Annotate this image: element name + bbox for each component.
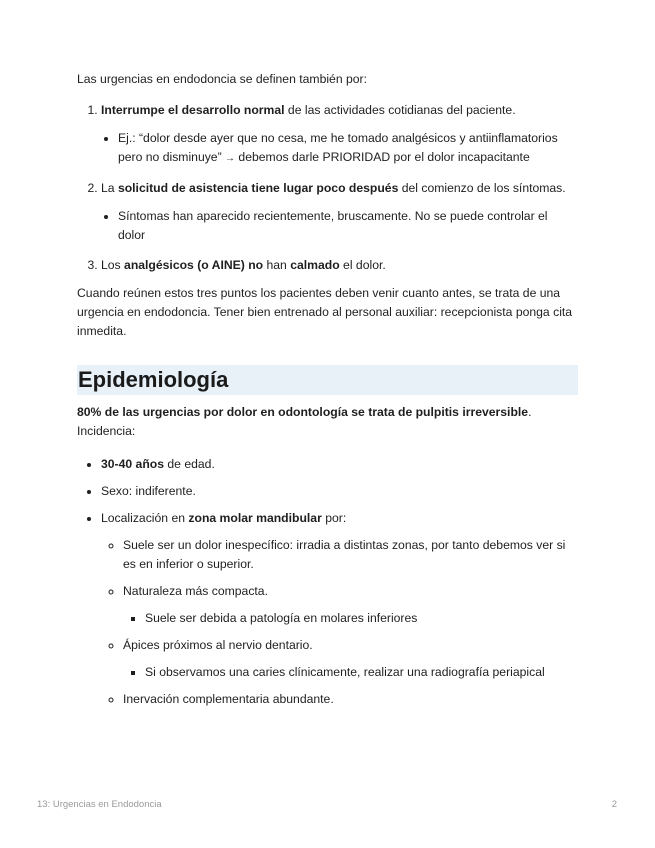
criterion-3-bold-2: calmado xyxy=(290,258,340,272)
location-reasons-list xyxy=(101,536,577,709)
age-bold: 30-40 años xyxy=(101,457,165,471)
reason-sublist xyxy=(123,609,577,628)
reason-item xyxy=(123,636,577,682)
criterion-2 xyxy=(101,179,577,245)
arrow-icon: → xyxy=(225,153,236,164)
criterion-2-note: • Síntomas han aparecido recientemente, bruscamente. No se puede controlar el dolor xyxy=(118,207,577,245)
reason-item: ◦ Suele ser un dolor inespecífico: irradia a distintas zonas, por tanto debemos ver si es en inferior o superior. xyxy=(123,536,577,574)
reason-text: Ápices próximos al nervio dentario. xyxy=(123,638,313,652)
footer-title: 13: Urgencias en Endodoncia xyxy=(37,799,162,810)
conclusion-paragraph: Cuando reúnen estos tres puntos los pacientes deben venir cuanto antes, se trata de una urgencia en endodoncia. Tener bien entrenado al personal auxiliar: recepcionista ponga cita inmedita. xyxy=(77,286,573,338)
criterion-1 xyxy=(101,101,577,168)
example-text: Ej.: “dolor desde ayer que no cesa, me he tomado analgésicos y antiinflamatorios pero no disminuye” xyxy=(118,131,558,164)
page-number: 2 xyxy=(611,799,617,810)
criterion-3-bold: analgésicos (o AINE) no xyxy=(124,258,264,272)
list-item-location xyxy=(101,509,577,709)
incidence-label: Incidencia: xyxy=(77,424,136,438)
criterion-1-bold: Interrumpe el desarrollo normal xyxy=(101,103,285,117)
reason-item: ◦ Inervación complementaria abundante. xyxy=(123,690,577,709)
age-text: de edad. xyxy=(164,457,215,471)
criterion-1-example xyxy=(118,129,577,168)
location-pre: Localización en xyxy=(101,511,189,525)
criterion-2-text: del comienzo de los síntomas. xyxy=(398,181,566,195)
criterion-3-pre: Los xyxy=(101,258,125,272)
criterion-3 xyxy=(101,256,577,275)
criterion-2-sublist xyxy=(101,207,577,245)
criterion-3-text: el dolor. xyxy=(339,258,386,272)
list-item-sex: • Sexo: indiferente. xyxy=(101,482,577,501)
epidemiology-lead xyxy=(77,403,577,422)
section-heading: Epidemiología xyxy=(77,365,578,395)
document-body xyxy=(77,70,577,717)
list-item-age xyxy=(101,455,577,474)
reason-subitem: ▪ Si observamos una caries clínicamente, realizar una radiografía periapical xyxy=(145,663,577,682)
incidence-list xyxy=(77,455,577,709)
reason-text: Naturaleza más compacta. xyxy=(123,584,268,598)
reason-subitem: ▪ Suele ser debida a patología en molares inferiores xyxy=(145,609,577,628)
reason-sublist xyxy=(123,663,577,682)
epidemiology-lead-end: . xyxy=(528,405,532,419)
reason-item xyxy=(123,582,577,628)
criterion-2-bold: solicitud de asistencia tiene lugar poco después xyxy=(117,181,399,195)
example-conclusion: debemos darle PRIORIDAD por el dolor incapacitante xyxy=(235,150,530,164)
location-bold: zona molar mandibular xyxy=(188,511,322,525)
criterion-3-mid: han xyxy=(263,258,291,272)
criterion-2-pre: La xyxy=(101,181,118,195)
location-text: por: xyxy=(321,511,347,525)
criteria-list xyxy=(77,101,577,275)
intro-paragraph: Las urgencias en endodoncia se definen también por: xyxy=(77,72,367,86)
criterion-1-sublist xyxy=(101,129,577,168)
epidemiology-lead-bold: 80% de las urgencias por dolor en odontología se trata de pulpitis irreversible xyxy=(77,405,529,419)
criterion-1-text: de las actividades cotidianas del paciente. xyxy=(284,103,516,117)
